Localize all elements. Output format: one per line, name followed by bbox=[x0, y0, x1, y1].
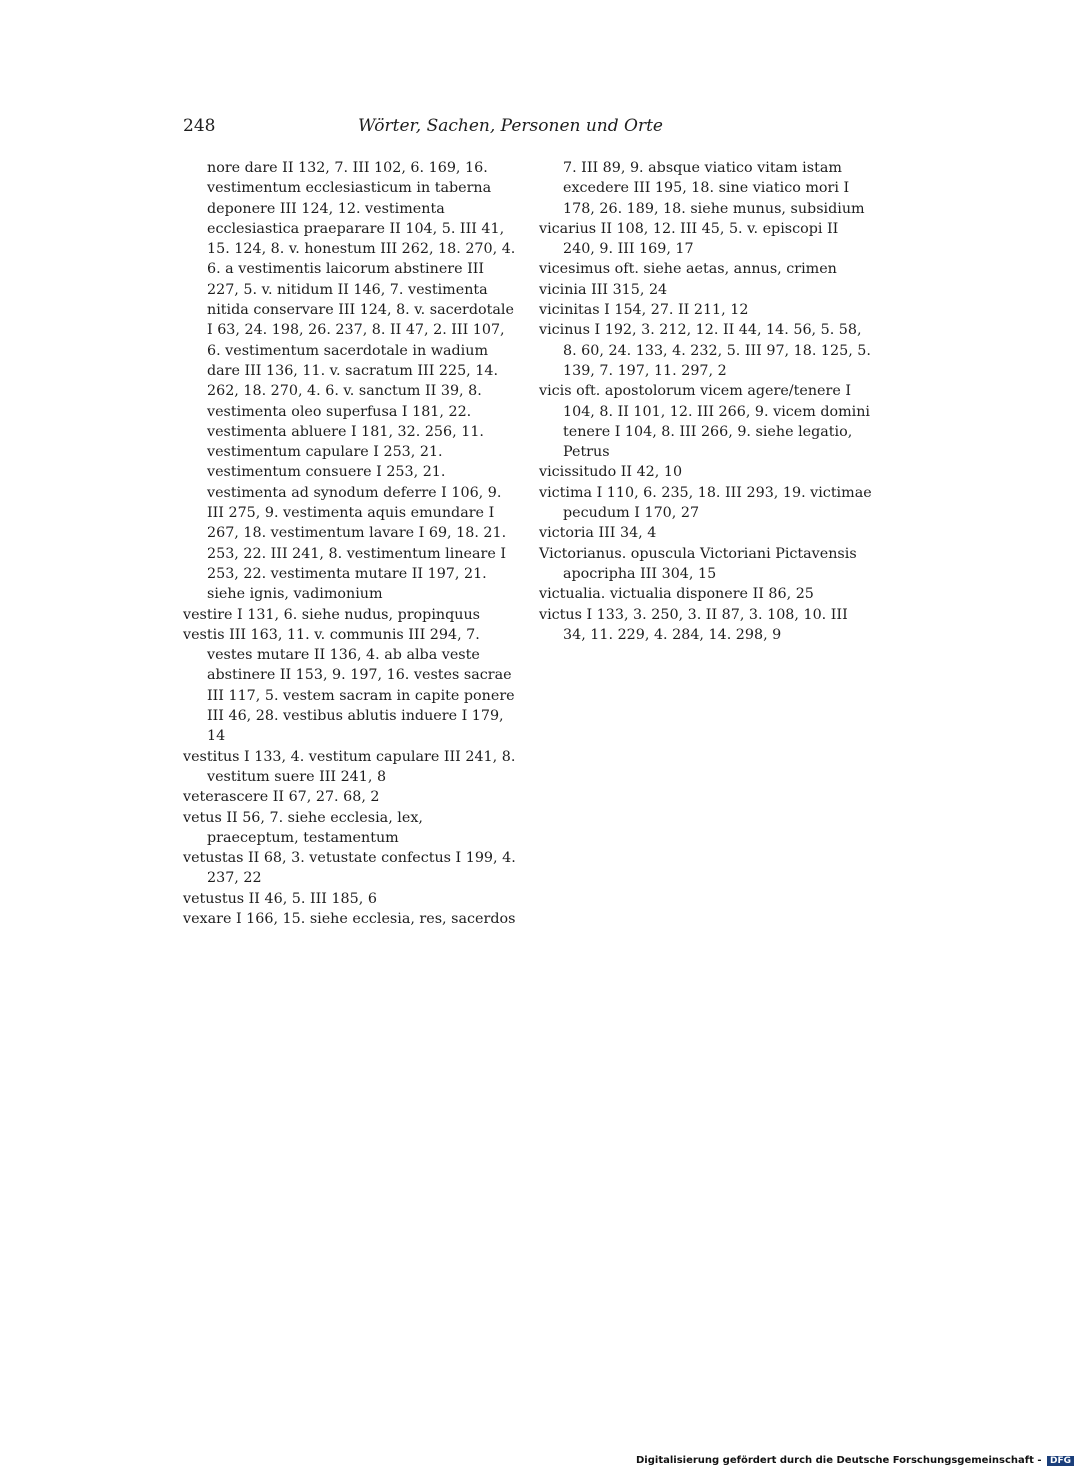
index-entry: vicis oft. apostolorum vicem agere/tenere I 104, 8. II 101, 12. III 266, 9. vicem domini tenere I 104, 8. III 266, 9. siehe legatio, Petrus bbox=[539, 383, 870, 461]
page-header bbox=[183, 116, 663, 142]
page-number: 248 bbox=[183, 116, 216, 136]
index-entry: nore dare II 132, 7. III 102, 6. 169, 16. vestimentum ecclesiasticum in taberna deponere III 124, 12. vestimenta ecclesiastica praeparare II 104, 5. III 41, 15. 124, 8. v. honestum III 262, 18. 270, 4. 6. a vestimentis laicorum abstinere III 227, 5. v. nitidum II 146, 7. vestimenta nitida conservare III 124, 8. v. sacerdotale I 63, 24. 198, 26. 237, 8. II 47, 2. III 107, 6. vestimentum sacerdotale in wadium dare III 136, 11. v. sacratum III 225, 14. 262, 18. 270, 4. 6. v. sanctum II 39, 8. vestimenta oleo superfusa I 181, 22. vestimenta abluere I 181, 32. 256, 11. vestimentum capulare I 253, 21. vestimentum consuere I 253, 21. vestimenta ad synodum deferre I 106, 9. III 275, 9. vestimenta aquis emundare I 267, 18. vestimentum lavare I 69, 18. 21. 253, 22. III 241, 8. vestimentum lineare I 253, 22. vestimenta mutare II 197, 21. siehe ignis, vadimonium bbox=[207, 160, 516, 603]
index-entry: victualia. victualia disponere II 86, 25 bbox=[539, 586, 814, 603]
index-entry: 7. III 89, 9. absque viatico vitam istam excedere III 195, 18. sine viatico mori I 178, 26. 189, 18. siehe munus, subsidium bbox=[563, 160, 865, 217]
index-entry: vexare I 166, 15. siehe ecclesia, res, sacerdos bbox=[183, 910, 516, 927]
index-entry: vicinus I 192, 3. 212, 12. II 44, 14. 56, 5. 58, 8. 60, 24. 133, 4. 232, 5. III 97, 18. 125, 5. 139, 7. 197, 11. 297, 2 bbox=[539, 322, 871, 379]
index-entry: victima I 110, 6. 235, 18. III 293, 19. victimae pecudum I 170, 27 bbox=[539, 484, 872, 522]
index-entry: vestitus I 133, 4. vestitum capulare III 241, 8. vestitum suere III 241, 8 bbox=[183, 748, 516, 785]
funding-footer bbox=[636, 1455, 1074, 1466]
index-entry: vestis III 163, 11. v. communis III 294, 7. vestes mutare II 136, 4. ab alba veste abstinere II 153, 9. 197, 16. vestes sacrae III 117, 5. vestem sacram in capite ponere III 46, 28. vestibus ablutis induere I 179, 14 bbox=[183, 626, 515, 745]
index-entry: vetustas II 68, 3. vetustate confectus I 199, 4. 237, 22 bbox=[183, 850, 516, 887]
index-entry: vestire I 131, 6. siehe nudus, propinquus bbox=[183, 606, 481, 623]
dfg-logo: DFG bbox=[1047, 1456, 1074, 1466]
index-entry: victoria III 34, 4 bbox=[539, 525, 657, 542]
index-entry: vicesimus oft. siehe aetas, annus, crimen bbox=[539, 261, 837, 278]
index-entry: veterascere II 67, 27. 68, 2 bbox=[183, 789, 380, 806]
running-title: Wörter, Sachen, Personen und Orte bbox=[357, 116, 663, 136]
index-entry: vetus II 56, 7. siehe ecclesia, lex, praeceptum, testamentum bbox=[183, 809, 423, 846]
left-column bbox=[183, 158, 516, 929]
index-entry: vicarius II 108, 12. III 45, 5. v. episcopi II 240, 9. III 169, 17 bbox=[539, 220, 839, 258]
index-entry: vicissitudo II 42, 10 bbox=[539, 464, 683, 481]
footer-text: Digitalisierung gefördert durch die Deutsche Forschungsgemeinschaft - bbox=[636, 1455, 1042, 1466]
index-entry: vicinitas I 154, 27. II 211, 12 bbox=[539, 302, 749, 319]
index-entry: vicinia III 315, 24 bbox=[539, 281, 668, 298]
right-column bbox=[539, 158, 873, 645]
index-entry: Victorianus. opuscula Victoriani Pictavensis apocripha III 304, 15 bbox=[539, 545, 857, 582]
index-entry: victus I 133, 3. 250, 3. II 87, 3. 108, 10. III 34, 11. 229, 4. 284, 14. 298, 9 bbox=[539, 606, 848, 643]
index-entry: vetustus II 46, 5. III 185, 6 bbox=[183, 890, 377, 907]
